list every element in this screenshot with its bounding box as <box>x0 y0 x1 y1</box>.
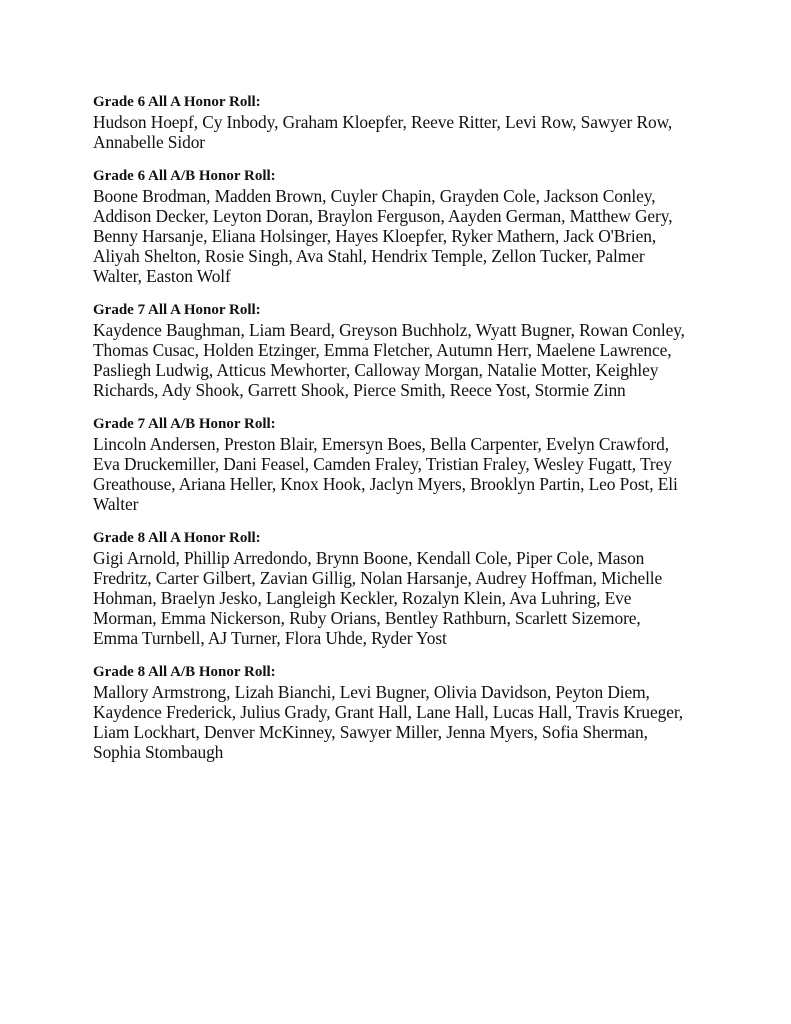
section-heading: Grade 7 All A/B Honor Roll: <box>93 416 276 432</box>
names-line: Lincoln Andersen, Preston Blair, Emersyn Boes, Bella Carpenter, Evelyn Crawford, <box>93 434 669 454</box>
names-line: Walter, Easton Wolf <box>93 266 231 286</box>
names-line: Gigi Arnold, Phillip Arredondo, Brynn Boone, Kendall Cole, Piper Cole, Mason <box>93 548 645 568</box>
names-line: Greathouse, Ariana Heller, Knox Hook, Jaclyn Myers, Brooklyn Partin, Leo Post, Eli <box>93 474 678 494</box>
names-line: Richards, Ady Shook, Garrett Shook, Pierce Smith, Reece Yost, Stormie Zinn <box>93 380 626 400</box>
names-line: Morman, Emma Nickerson, Ruby Orians, Bentley Rathburn, Scarlett Sizemore, <box>93 608 641 628</box>
section-heading: Grade 8 All A/B Honor Roll: <box>93 664 276 680</box>
names-line: Mallory Armstrong, Lizah Bianchi, Levi Bugner, Olivia Davidson, Peyton Diem, <box>93 682 650 702</box>
section-grade8-all-ab <box>93 663 713 762</box>
names-line: Boone Brodman, Madden Brown, Cuyler Chapin, Grayden Cole, Jackson Conley, <box>93 186 656 206</box>
honor-roll-content <box>93 93 713 777</box>
names-line: Kaydence Baughman, Liam Beard, Greyson Buchholz, Wyatt Bugner, Rowan Conley, <box>93 320 685 340</box>
section-grade8-all-a <box>93 529 713 648</box>
names-line: Hudson Hoepf, Cy Inbody, Graham Kloepfer, Reeve Ritter, Levi Row, Sawyer Row, <box>93 112 673 132</box>
names-line: Pasliegh Ludwig, Atticus Mewhorter, Calloway Morgan, Natalie Motter, Keighley <box>93 360 659 380</box>
names-line: Thomas Cusac, Holden Etzinger, Emma Fletcher, Autumn Herr, Maelene Lawrence, <box>93 340 672 360</box>
section-heading: Grade 8 All A Honor Roll: <box>93 530 261 546</box>
section-heading: Grade 7 All A Honor Roll: <box>93 302 261 318</box>
names-line: Annabelle Sidor <box>93 132 205 152</box>
names-line: Benny Harsanje, Eliana Holsinger, Hayes Kloepfer, Ryker Mathern, Jack O'Brien, <box>93 226 657 246</box>
names-line: Liam Lockhart, Denver McKinney, Sawyer Miller, Jenna Myers, Sofia Sherman, <box>93 722 648 742</box>
section-grade7-all-a <box>93 301 713 400</box>
section-grade6-all-ab <box>93 167 713 286</box>
names-line: Addison Decker, Leyton Doran, Braylon Ferguson, Aayden German, Matthew Gery, <box>93 206 673 226</box>
names-line: Kaydence Frederick, Julius Grady, Grant Hall, Lane Hall, Lucas Hall, Travis Krueger, <box>93 702 684 722</box>
names-line: Hohman, Braelyn Jesko, Langleigh Keckler, Rozalyn Klein, Ava Luhring, Eve <box>93 588 632 608</box>
names-line: Eva Druckemiller, Dani Feasel, Camden Fraley, Tristian Fraley, Wesley Fugatt, Trey <box>93 454 672 474</box>
section-heading: Grade 6 All A Honor Roll: <box>93 94 261 110</box>
names-line: Emma Turnbell, AJ Turner, Flora Uhde, Ryder Yost <box>93 628 447 648</box>
section-heading: Grade 6 All A/B Honor Roll: <box>93 168 276 184</box>
names-line: Sophia Stombaugh <box>93 742 224 762</box>
names-line: Aliyah Shelton, Rosie Singh, Ava Stahl, Hendrix Temple, Zellon Tucker, Palmer <box>93 246 645 266</box>
names-line: Walter <box>93 494 139 514</box>
names-line: Fredritz, Carter Gilbert, Zavian Gillig, Nolan Harsanje, Audrey Hoffman, Michelle <box>93 568 663 588</box>
section-grade7-all-ab <box>93 415 713 514</box>
section-grade6-all-a <box>93 93 713 152</box>
